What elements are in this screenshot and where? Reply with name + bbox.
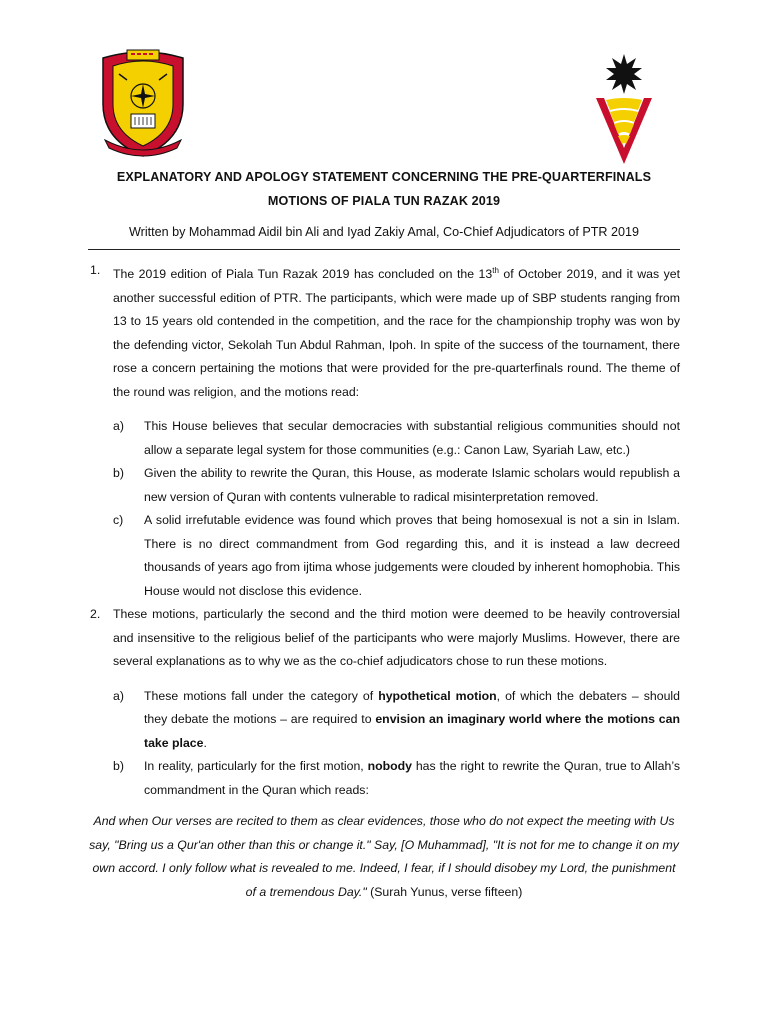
quote-citation: (Surah Yunus, verse fifteen) — [366, 884, 523, 899]
document-title-line1: EXPLANATORY AND APOLOGY STATEMENT CONCERNING THE PRE-QUARTERFINALS — [116, 170, 652, 184]
list-number: 1. — [90, 263, 101, 277]
school-crest-logo — [97, 44, 189, 160]
ptr-emblem-logo — [592, 50, 656, 168]
list-item: c) A solid irrefutable evidence was found which proves that being homosexual is not a sin in Islam. There is no direct commandment from God regarding this, and it is instead a law decreed thousands of years ago from ijtima whose judgements were clouded by inherent homophobia. This House would not disclose this evidence. — [113, 513, 680, 598]
list-number: 2. — [90, 607, 101, 622]
document-title-line2: MOTIONS OF PIALA TUN RAZAK 2019 — [267, 194, 501, 208]
list-item: a) These motions fall under the category of hypothetical motion, of which the debaters – should they debate the motions – are required to envision an imaginary world where the motions can take place. — [113, 688, 681, 750]
byline: Written by Mohammad Aidil bin Ali and Iyad Zakiy Amal, Co-Chief Adjudicators of PTR 2019 — [128, 225, 640, 239]
list-item: b) In reality, particularly for the first motion, nobody has the right to rewrite the Quran, true to Allah’s commandment in the Quran which reads: — [113, 759, 680, 797]
list-item: a) This House believes that secular democracies with substantial religious communities should not allow a separate legal system for those communities (e.g.: Canon Law, Syariah Law, etc.) — [113, 419, 680, 457]
paragraph-2: 2. These motions, particularly the second and the third motion were deemed to be heavily controversial and insensitive to the religious belief of the participants who were majorly Muslims. However, there are several explanations as to why we as the co-chief adjudicators chose to run these motions. — [88, 603, 680, 674]
document-body — [88, 259, 680, 904]
divider — [88, 249, 680, 250]
quran-quote: And when Our verses are recited to them as clear evidences, those who do not expect the meeting with Us say, "Bring us a Qur'an other than this or change it." Say, [O Muhammad], "It is not for me to change it on my own accord. I only follow what is revealed to me. Indeed, I fear, if I should disobey my Lord, the punishment of a tremendous Day." (Surah Yunus, verse fifteen) — [89, 814, 679, 899]
list-item: b) Given the ability to rewrite the Quran, this House, as moderate Islamic scholars would republish a new version of Quran with contents vulnerable to radical misinterpretation removed. — [113, 466, 680, 504]
paragraph-1: 1. The 2019 edition of Piala Tun Razak 2019 has concluded on the 13th of October 2019, and it was yet another successful edition of PTR. The participants, which were made up of SBP students ranging from 13 to 15 years old contended in the competition, and the race for the championship trophy was won by the defending victor, Sekolah Tun Abdul Rahman, Ipoh. In spite of the success of the tournament, there rose a concern pertaining the motions that were provided for the pre-quarterfinals round. The theme of the round was religion, and the motions read: — [88, 259, 680, 404]
